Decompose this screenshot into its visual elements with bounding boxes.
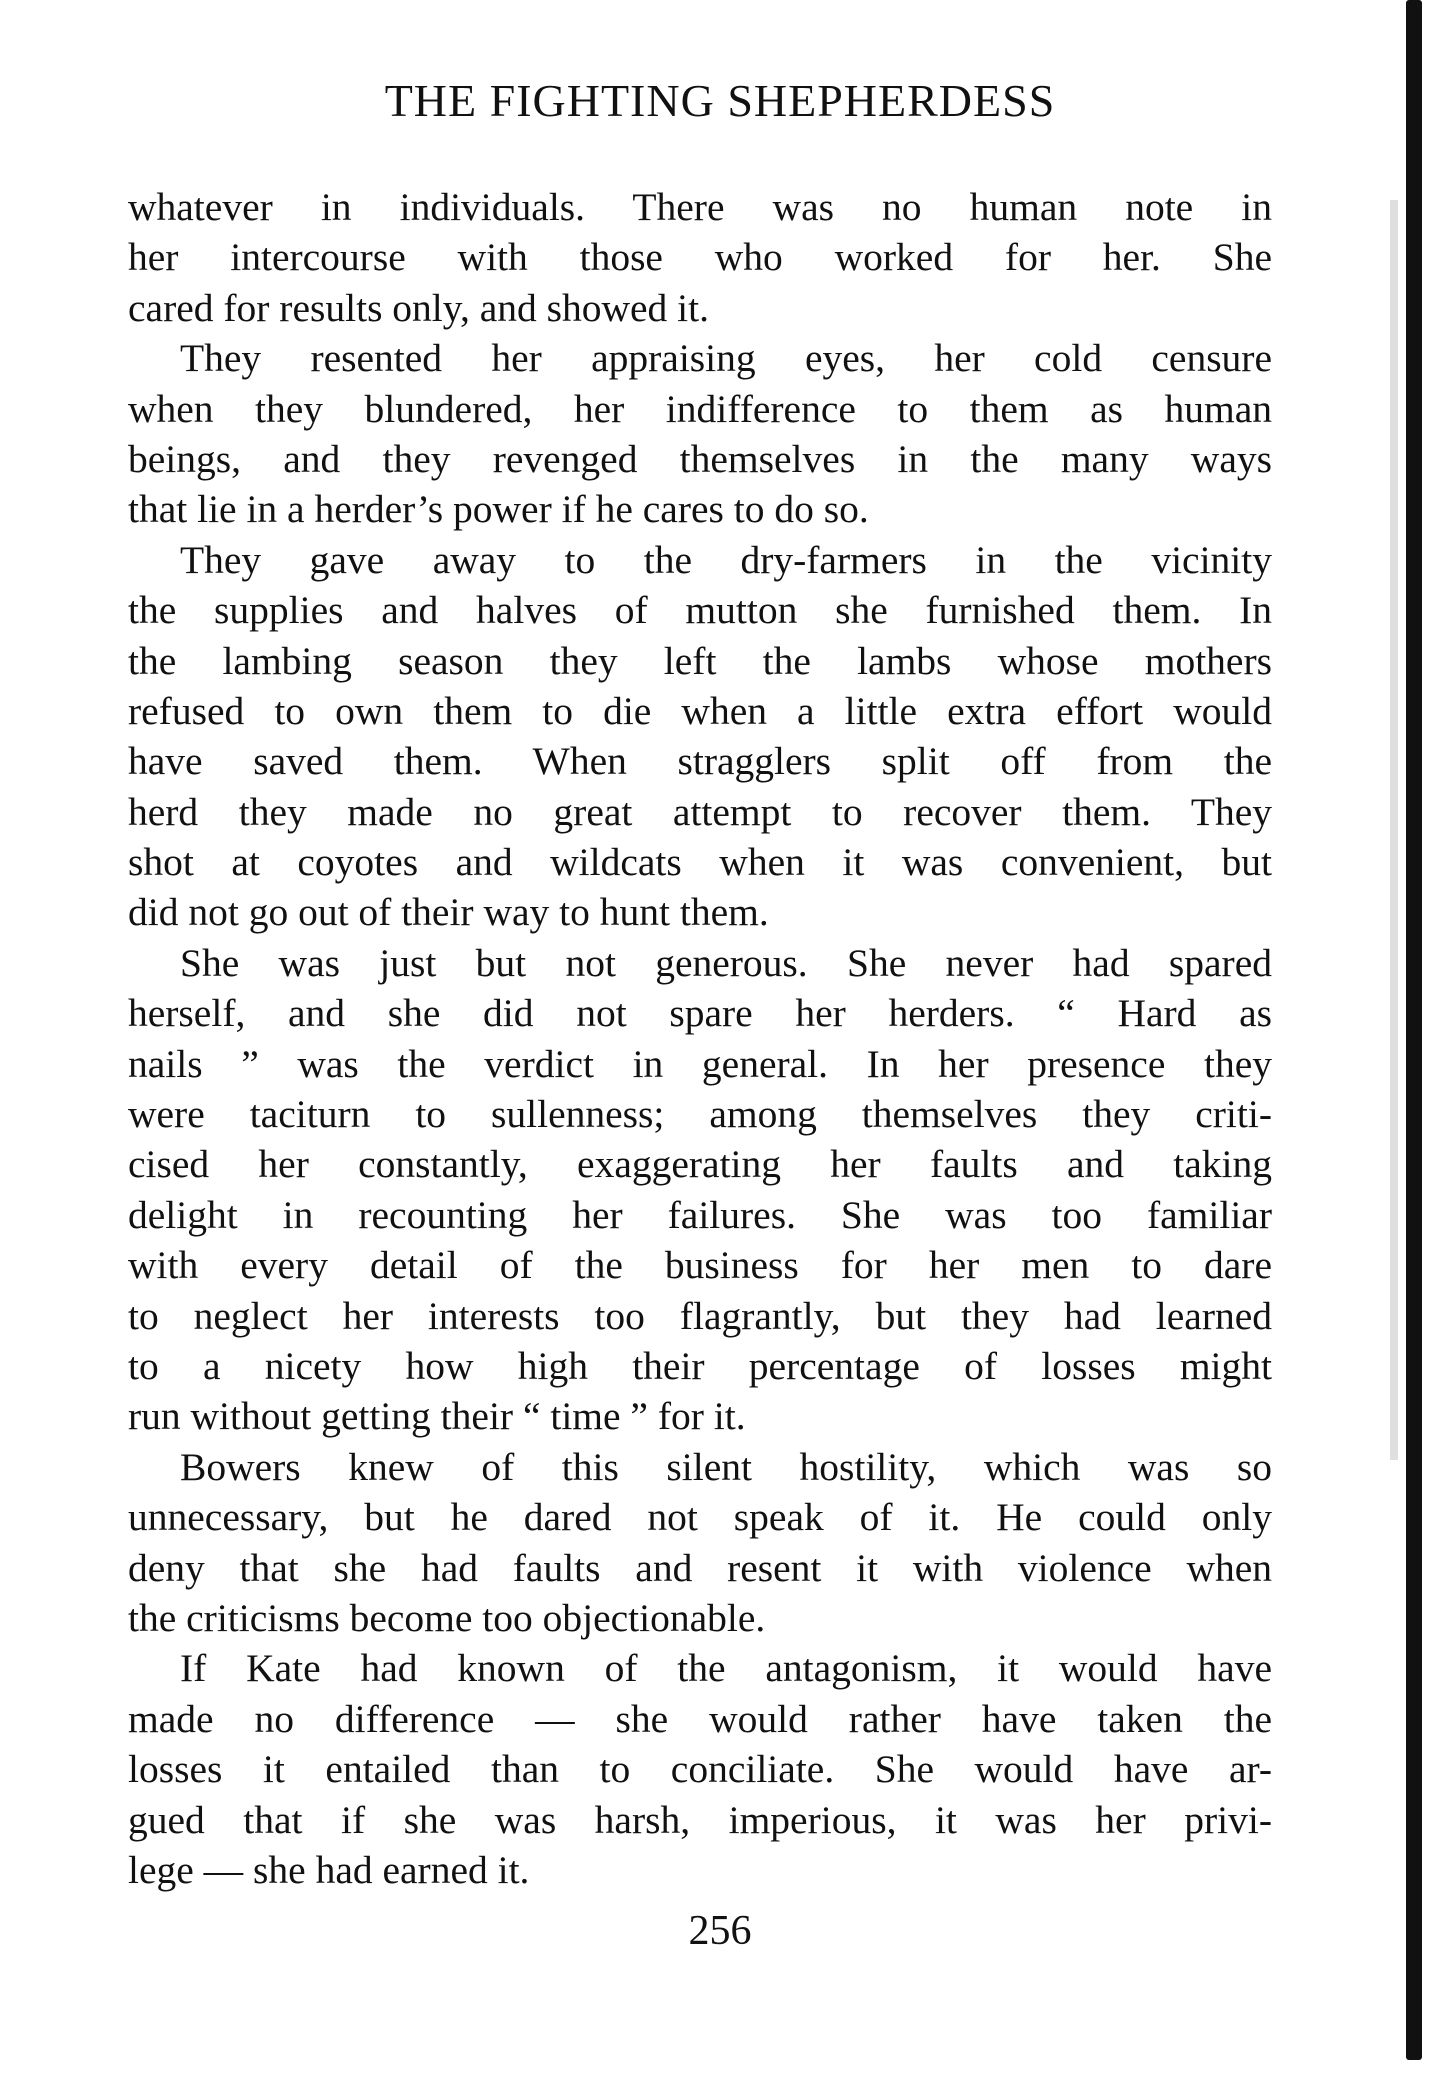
text-line: have saved them. When stragglers split off from the (128, 739, 1272, 784)
text-line: delight in recounting her failures. She was too familiar (128, 1192, 1272, 1237)
text-line: the criticisms become too objectionable. (128, 1595, 766, 1640)
text-line: made no difference — she would rather have taken the (128, 1696, 1272, 1741)
text-line: did not go out of their way to hunt them. (128, 890, 769, 935)
text-line: when they blundered, her indifference to them as human (128, 386, 1272, 431)
text-line: losses it entailed than to conciliate. She would have ar- (128, 1747, 1272, 1792)
page-number: 256 (688, 1908, 752, 1954)
text-line: herself, and she did not spare her herders. “ Hard as (128, 991, 1272, 1036)
text-line: were taciturn to sullenness; among themselves they criti- (128, 1092, 1272, 1137)
paragraph (128, 1643, 1272, 1895)
text-line: cised her constantly, exaggerating her faults and taking (128, 1142, 1272, 1187)
text-line: the supplies and halves of mutton she furnished them. In (128, 588, 1272, 633)
text-line: to neglect her interests too flagrantly, but they had learned (128, 1293, 1272, 1338)
body-text (128, 182, 1272, 1895)
running-head: THE FIGHTING SHEPHERDESS (384, 75, 1056, 126)
text-line: lege — she had earned it. (128, 1847, 530, 1892)
text-line: shot at coyotes and wildcats when it was convenient, but (128, 840, 1272, 885)
text-line: the lambing season they left the lambs whose mothers (128, 638, 1272, 683)
text-line: nails ” was the verdict in general. In her presence they (128, 1041, 1272, 1086)
text-line: unnecessary, but he dared not speak of it. He could only (128, 1495, 1272, 1540)
text-line: herd they made no great attempt to recover them. They (128, 789, 1272, 834)
page-edge-shadow (1390, 200, 1398, 1460)
text-line: that lie in a herder’s power if he cares to do so. (128, 487, 869, 532)
text-line: with every detail of the business for her men to dare (128, 1243, 1272, 1288)
text-line: beings, and they revenged themselves in the many ways (128, 436, 1272, 481)
paragraph (128, 182, 1272, 333)
text-line: refused to own them to die when a little extra effort would (128, 688, 1272, 733)
paragraph (128, 938, 1272, 1442)
text-line: If Kate had known of the antagonism, it would have (180, 1646, 1272, 1691)
text-line: her intercourse with those who worked for her. She (128, 235, 1272, 280)
book-binding-edge (1406, 0, 1422, 2060)
paragraph (128, 1442, 1272, 1644)
text-line: whatever in individuals. There was no human note in (128, 185, 1272, 229)
text-line: They resented her appraising eyes, her cold censure (180, 336, 1272, 381)
text-line: Bowers knew of this silent hostility, which was so (180, 1444, 1272, 1489)
text-line: deny that she had faults and resent it with violence when (128, 1545, 1272, 1590)
text-line: cared for results only, and showed it. (128, 285, 710, 330)
text-line: They gave away to the dry-farmers in the vicinity (180, 537, 1272, 582)
paragraph (128, 535, 1272, 938)
text-line: run without getting their “ time ” for it. (128, 1394, 746, 1439)
text-line: to a nicety how high their percentage of losses might (128, 1343, 1272, 1388)
text-line: She was just but not generous. She never had spared (180, 940, 1272, 985)
text-line: gued that if she was harsh, imperious, it was her privi- (128, 1797, 1272, 1842)
paragraph (128, 333, 1272, 535)
